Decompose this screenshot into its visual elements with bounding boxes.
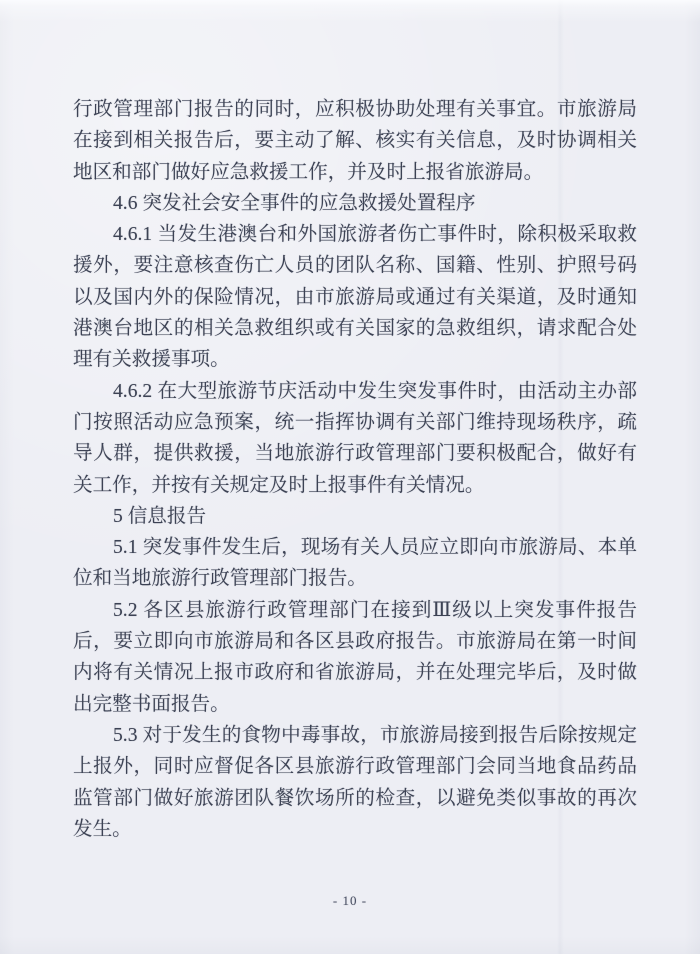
text-line: 导人群，提供救援，当地旅游行政管理部门要积极配合，做好有 bbox=[73, 443, 637, 465]
text-line: 5.1 突发事件发生后，现场有关人员应立即向市旅游局、本单 bbox=[113, 537, 637, 559]
text-line: 监管部门做好旅游团队餐饮场所的检查，以避免类似事故的再次 bbox=[73, 787, 637, 809]
text-line: 发生。 bbox=[73, 818, 132, 840]
heading-line: 4.6 突发社会安全事件的应急救援处置程序 bbox=[113, 192, 476, 214]
text-line: 行政管理部门报告的同时，应积极协助处理有关事宜。市旅游局 bbox=[73, 99, 637, 120]
text-line: 5.3 对于发生的食物中毒事故，市旅游局接到报告后除按规定 bbox=[113, 724, 637, 746]
text-line: 后，要立即向市旅游局和各区县政府报告。市旅游局在第一时间 bbox=[73, 631, 637, 653]
heading-line: 5 信息报告 bbox=[113, 505, 207, 527]
text-line: 位和当地旅游行政管理部门报告。 bbox=[73, 568, 367, 590]
text-line: 关工作，并按有关规定及时上报事件有关情况。 bbox=[73, 474, 485, 496]
text-line: 在接到相关报告后，要主动了解、核实有关信息，及时协调相关 bbox=[73, 130, 637, 152]
document-text-block bbox=[73, 94, 637, 845]
text-line: 上报外，同时应督促各区县旅游行政管理部门会同当地食品药品 bbox=[73, 756, 637, 778]
text-line: 4.6.1 当发生港澳台和外国旅游者伤亡事件时，除积极采取救 bbox=[113, 224, 637, 246]
text-line: 4.6.2 在大型旅游节庆活动中发生突发事件时，由活动主办部 bbox=[113, 380, 637, 402]
text-line: 港澳台地区的相关急救组织或有关国家的急救组织，请求配合处 bbox=[73, 318, 637, 340]
text-line: 以及国内外的保险情况，由市旅游局或通过有关渠道，及时通知 bbox=[73, 286, 637, 308]
text-line: 5.2 各区县旅游行政管理部门在接到Ⅲ级以上突发事件报告 bbox=[113, 599, 637, 621]
text-line: 出完整书面报告。 bbox=[73, 693, 230, 715]
text-line: 地区和部门做好应急救援工作，并及时上报省旅游局。 bbox=[73, 161, 544, 183]
page-number: - 10 - bbox=[332, 893, 368, 908]
text-line: 门按照活动应急预案，统一指挥协调有关部门维持现场秩序，疏 bbox=[73, 411, 637, 433]
text-line: 内将有关情况上报市政府和省旅游局，并在处理完毕后，及时做 bbox=[73, 662, 637, 684]
text-line: 理有关救援事项。 bbox=[73, 349, 230, 371]
text-line: 援外，要注意核查伤亡人员的团队名称、国籍、性别、护照号码 bbox=[73, 255, 637, 277]
